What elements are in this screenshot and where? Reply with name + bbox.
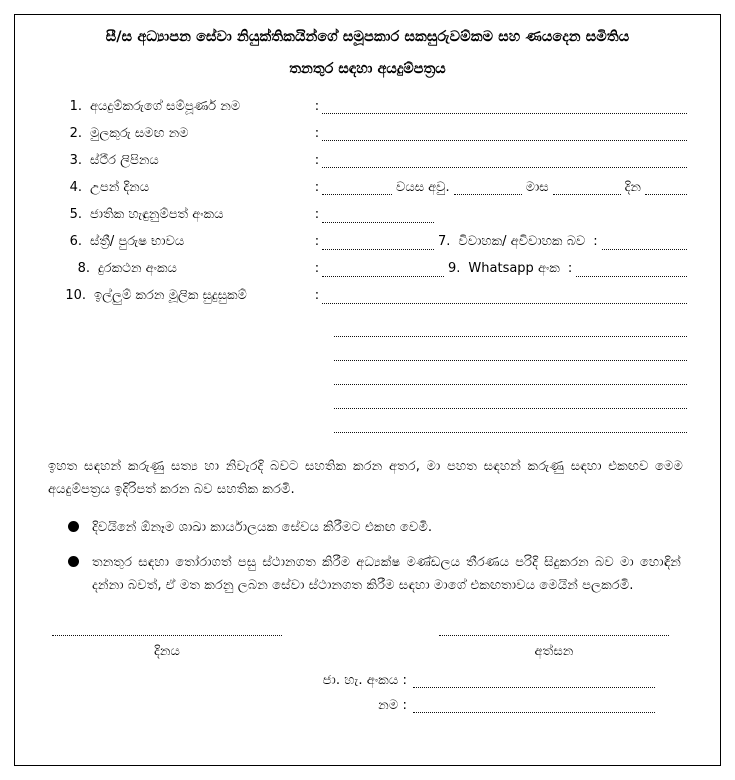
footer-row-name bbox=[40, 698, 655, 713]
list-item bbox=[68, 551, 681, 597]
field-label: ඉල්ලුම් කරන මූලික සුදුසුකම් bbox=[94, 288, 247, 304]
age-years-input[interactable] bbox=[454, 181, 522, 195]
whatsapp-number-input[interactable] bbox=[576, 263, 687, 277]
field-colon: : bbox=[314, 234, 320, 250]
age-years-label: වයස අවු. bbox=[396, 179, 450, 195]
form-title-line2: තනතුර සඳහා අයදුම්පත්‍රය bbox=[289, 60, 446, 77]
marital-status-input[interactable] bbox=[602, 236, 687, 250]
form-row-permanent-address bbox=[54, 153, 687, 169]
footer-name-label: නම : bbox=[378, 697, 407, 713]
date-of-birth-input[interactable] bbox=[322, 181, 392, 195]
form-row-qualifications bbox=[54, 288, 687, 304]
marital-status-colon: : bbox=[593, 234, 598, 250]
footer-row-nic bbox=[40, 673, 655, 688]
field-label: දුරකථන අංකය bbox=[98, 261, 177, 277]
field-number: 4. bbox=[69, 179, 82, 195]
field-colon: : bbox=[314, 288, 320, 304]
list-item bbox=[68, 516, 681, 539]
field-label: ස්ත්‍රී/ පුරුෂ භාවය bbox=[90, 234, 185, 250]
footer-fields bbox=[40, 673, 695, 713]
field-label: ස්ථීර ලිපිනය bbox=[90, 152, 159, 168]
form-fields-list bbox=[40, 99, 695, 304]
qualifications-input-line-5[interactable] bbox=[334, 385, 687, 409]
bullet-dot-icon bbox=[68, 516, 92, 532]
whatsapp-colon: : bbox=[567, 261, 573, 277]
marital-status-label: විවාහක/ අවිවාහක බව bbox=[458, 234, 586, 250]
qualifications-input-line-3[interactable] bbox=[334, 337, 687, 361]
bullet-text: තනතුර සඳහා තෝරාගත් පසු ස්ථානගත කිරීම අධ්‍යක්ෂ මණ්ඩලය තීරණය පරිදි සිදුකරන බව මා හොඳින් දන්නා බවත්, ඒ මත කරනු ලබන සේවා ස්ථානගත කිරීම සඳහා මාගේ එකඟතාවය මෙයින් පලකරමි. bbox=[92, 554, 681, 593]
form-title-line1: සී/ස අධ්‍යාපන සේවා නියුක්තිකයින්ගේ සමූපකාර සකසුරුවම්කම සහ ණයදෙන සමිතිය bbox=[105, 29, 630, 45]
field-label: අයදුම්කරුගේ සම්පූර්ණ නම bbox=[90, 98, 241, 114]
form-row-full-name bbox=[54, 99, 687, 115]
field-colon: : bbox=[314, 152, 320, 168]
field-number: 8. bbox=[77, 261, 90, 277]
age-days-input[interactable] bbox=[645, 181, 687, 195]
footer-nic-label: ජා. හැ. අංකය : bbox=[322, 672, 407, 688]
field-colon: : bbox=[314, 261, 320, 277]
permanent-address-input[interactable] bbox=[322, 154, 687, 168]
field-colon: : bbox=[314, 179, 320, 195]
date-input[interactable] bbox=[52, 623, 282, 636]
field-number: 2. bbox=[69, 125, 82, 141]
bullet-dot-icon bbox=[68, 551, 92, 567]
form-row-date-of-birth bbox=[54, 180, 687, 196]
field-number: 1. bbox=[69, 98, 82, 114]
name-with-initials-input[interactable] bbox=[322, 127, 687, 141]
form-row-gender-and-marital-status bbox=[54, 234, 687, 250]
qualifications-input-line-4[interactable] bbox=[334, 361, 687, 385]
field-number: 3. bbox=[69, 152, 82, 168]
qualifications-input-line-6[interactable] bbox=[334, 409, 687, 433]
qualifications-input-line-1[interactable] bbox=[322, 290, 687, 304]
nic-number-input[interactable] bbox=[322, 209, 434, 223]
field-number: 10. bbox=[65, 288, 86, 304]
gender-input[interactable] bbox=[322, 236, 434, 250]
field-number: 5. bbox=[69, 206, 82, 222]
marital-status-number: 7. bbox=[438, 234, 451, 250]
field-label: උපන් දිනය bbox=[90, 179, 150, 195]
form-title-block bbox=[40, 28, 695, 77]
declaration-text: ඉහත සඳහන් කරුණු සත්‍ය හා නිවැරදි බවට සහතික කරන අතර, මා පහත සඳහන් කරුණු සඳහා එකඟව මෙම අයදුම්පත්‍රය ඉදිරිපත් කරන බව සහතික කරමි. bbox=[48, 459, 684, 498]
signature-block bbox=[439, 623, 669, 659]
footer-name-input[interactable] bbox=[413, 699, 655, 713]
phone-number-input[interactable] bbox=[322, 263, 444, 277]
form-row-phone-and-whatsapp bbox=[54, 261, 687, 277]
field-colon: : bbox=[314, 206, 320, 222]
declaration-bullets bbox=[40, 516, 695, 597]
whatsapp-label: Whatsapp අංක bbox=[468, 261, 560, 277]
age-days-label: දින bbox=[624, 179, 641, 195]
field-label: මුලකුරු සමඟ නම bbox=[90, 125, 189, 141]
field-number: 6. bbox=[69, 234, 82, 250]
whatsapp-number: 9. bbox=[448, 261, 461, 277]
form-content bbox=[26, 22, 709, 762]
field-label: ජාතික හැඳුනුම්පත් අංකය bbox=[90, 206, 224, 222]
date-signature-block bbox=[52, 623, 282, 659]
qualifications-extra-lines bbox=[40, 313, 695, 433]
age-months-input[interactable] bbox=[553, 181, 621, 195]
date-label: දිනය bbox=[153, 643, 181, 659]
signature-input[interactable] bbox=[439, 623, 669, 636]
field-colon: : bbox=[314, 98, 320, 114]
qualifications-input-line-2[interactable] bbox=[334, 313, 687, 337]
full-name-input[interactable] bbox=[322, 100, 687, 114]
age-months-label: මාස bbox=[525, 179, 549, 195]
bullet-text: දිවයිනේ ඕනෑම ශාඛා කාර්යාලයක සේවය කිරීමට එකඟ වෙමි. bbox=[92, 519, 433, 535]
form-row-nic-number bbox=[54, 207, 687, 223]
signature-label: අත්සන bbox=[534, 643, 574, 659]
form-row-name-with-initials bbox=[54, 126, 687, 142]
signature-area bbox=[40, 623, 695, 659]
footer-nic-input[interactable] bbox=[413, 674, 655, 688]
field-colon: : bbox=[314, 125, 320, 141]
